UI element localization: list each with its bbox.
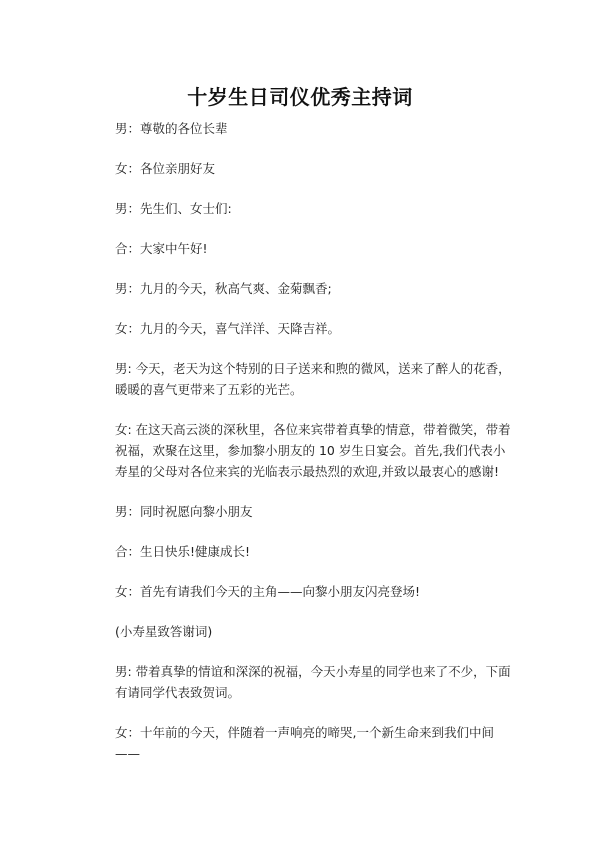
paragraph-11: 女：首先有请我们今天的主角——向黎小朋友闪亮登场! [115, 584, 421, 599]
paragraph-10: 合：生日快乐!健康成长! [115, 544, 251, 559]
paragraph-6: 女：九月的今天，喜气洋洋、天降吉祥。 [115, 321, 341, 336]
paragraph-8: 女: 在这天高云淡的深秋里，各位来宾带着真挚的情意，带着微笑，带着祝福，欢聚在这里，参加黎小朋友的 10 岁生日宴会。首先,我们代表小寿星的父母对各位来宾的光临表示最热烈的欢迎,并致以最衷心的感谢! [115, 422, 511, 479]
paragraph-12: (小寿星致答谢词) [115, 624, 213, 639]
paragraph-2: 女：各位亲朋好友 [115, 161, 216, 176]
paragraph-9: 男：同时祝愿向黎小朋友 [115, 504, 253, 519]
document-title: 十岁生日司仪优秀主持词 [187, 85, 413, 109]
document-body [115, 118, 515, 764]
paragraph-14: 女：十年前的今天，伴随着一声响亮的啼哭,一个新生命来到我们中间—— [115, 725, 494, 761]
paragraph-5: 男：九月的今天，秋高气爽、金菊飘香; [115, 281, 332, 296]
paragraph-3: 男：先生们、女士们: [115, 201, 232, 216]
paragraph-13: 男: 带着真挚的情谊和深深的祝福，今天小寿星的同学也来了不少，下面有请同学代表致贺词。 [115, 664, 511, 700]
paragraph-1: 男：尊敬的各位长辈 [115, 121, 228, 136]
paragraph-4: 合：大家中午好! [115, 241, 208, 256]
paragraph-7: 男: 今天，老天为这个特别的日子送来和煦的微风，送来了醉人的花香，暖暖的喜气更带来了五彩的光芒。 [115, 361, 511, 397]
